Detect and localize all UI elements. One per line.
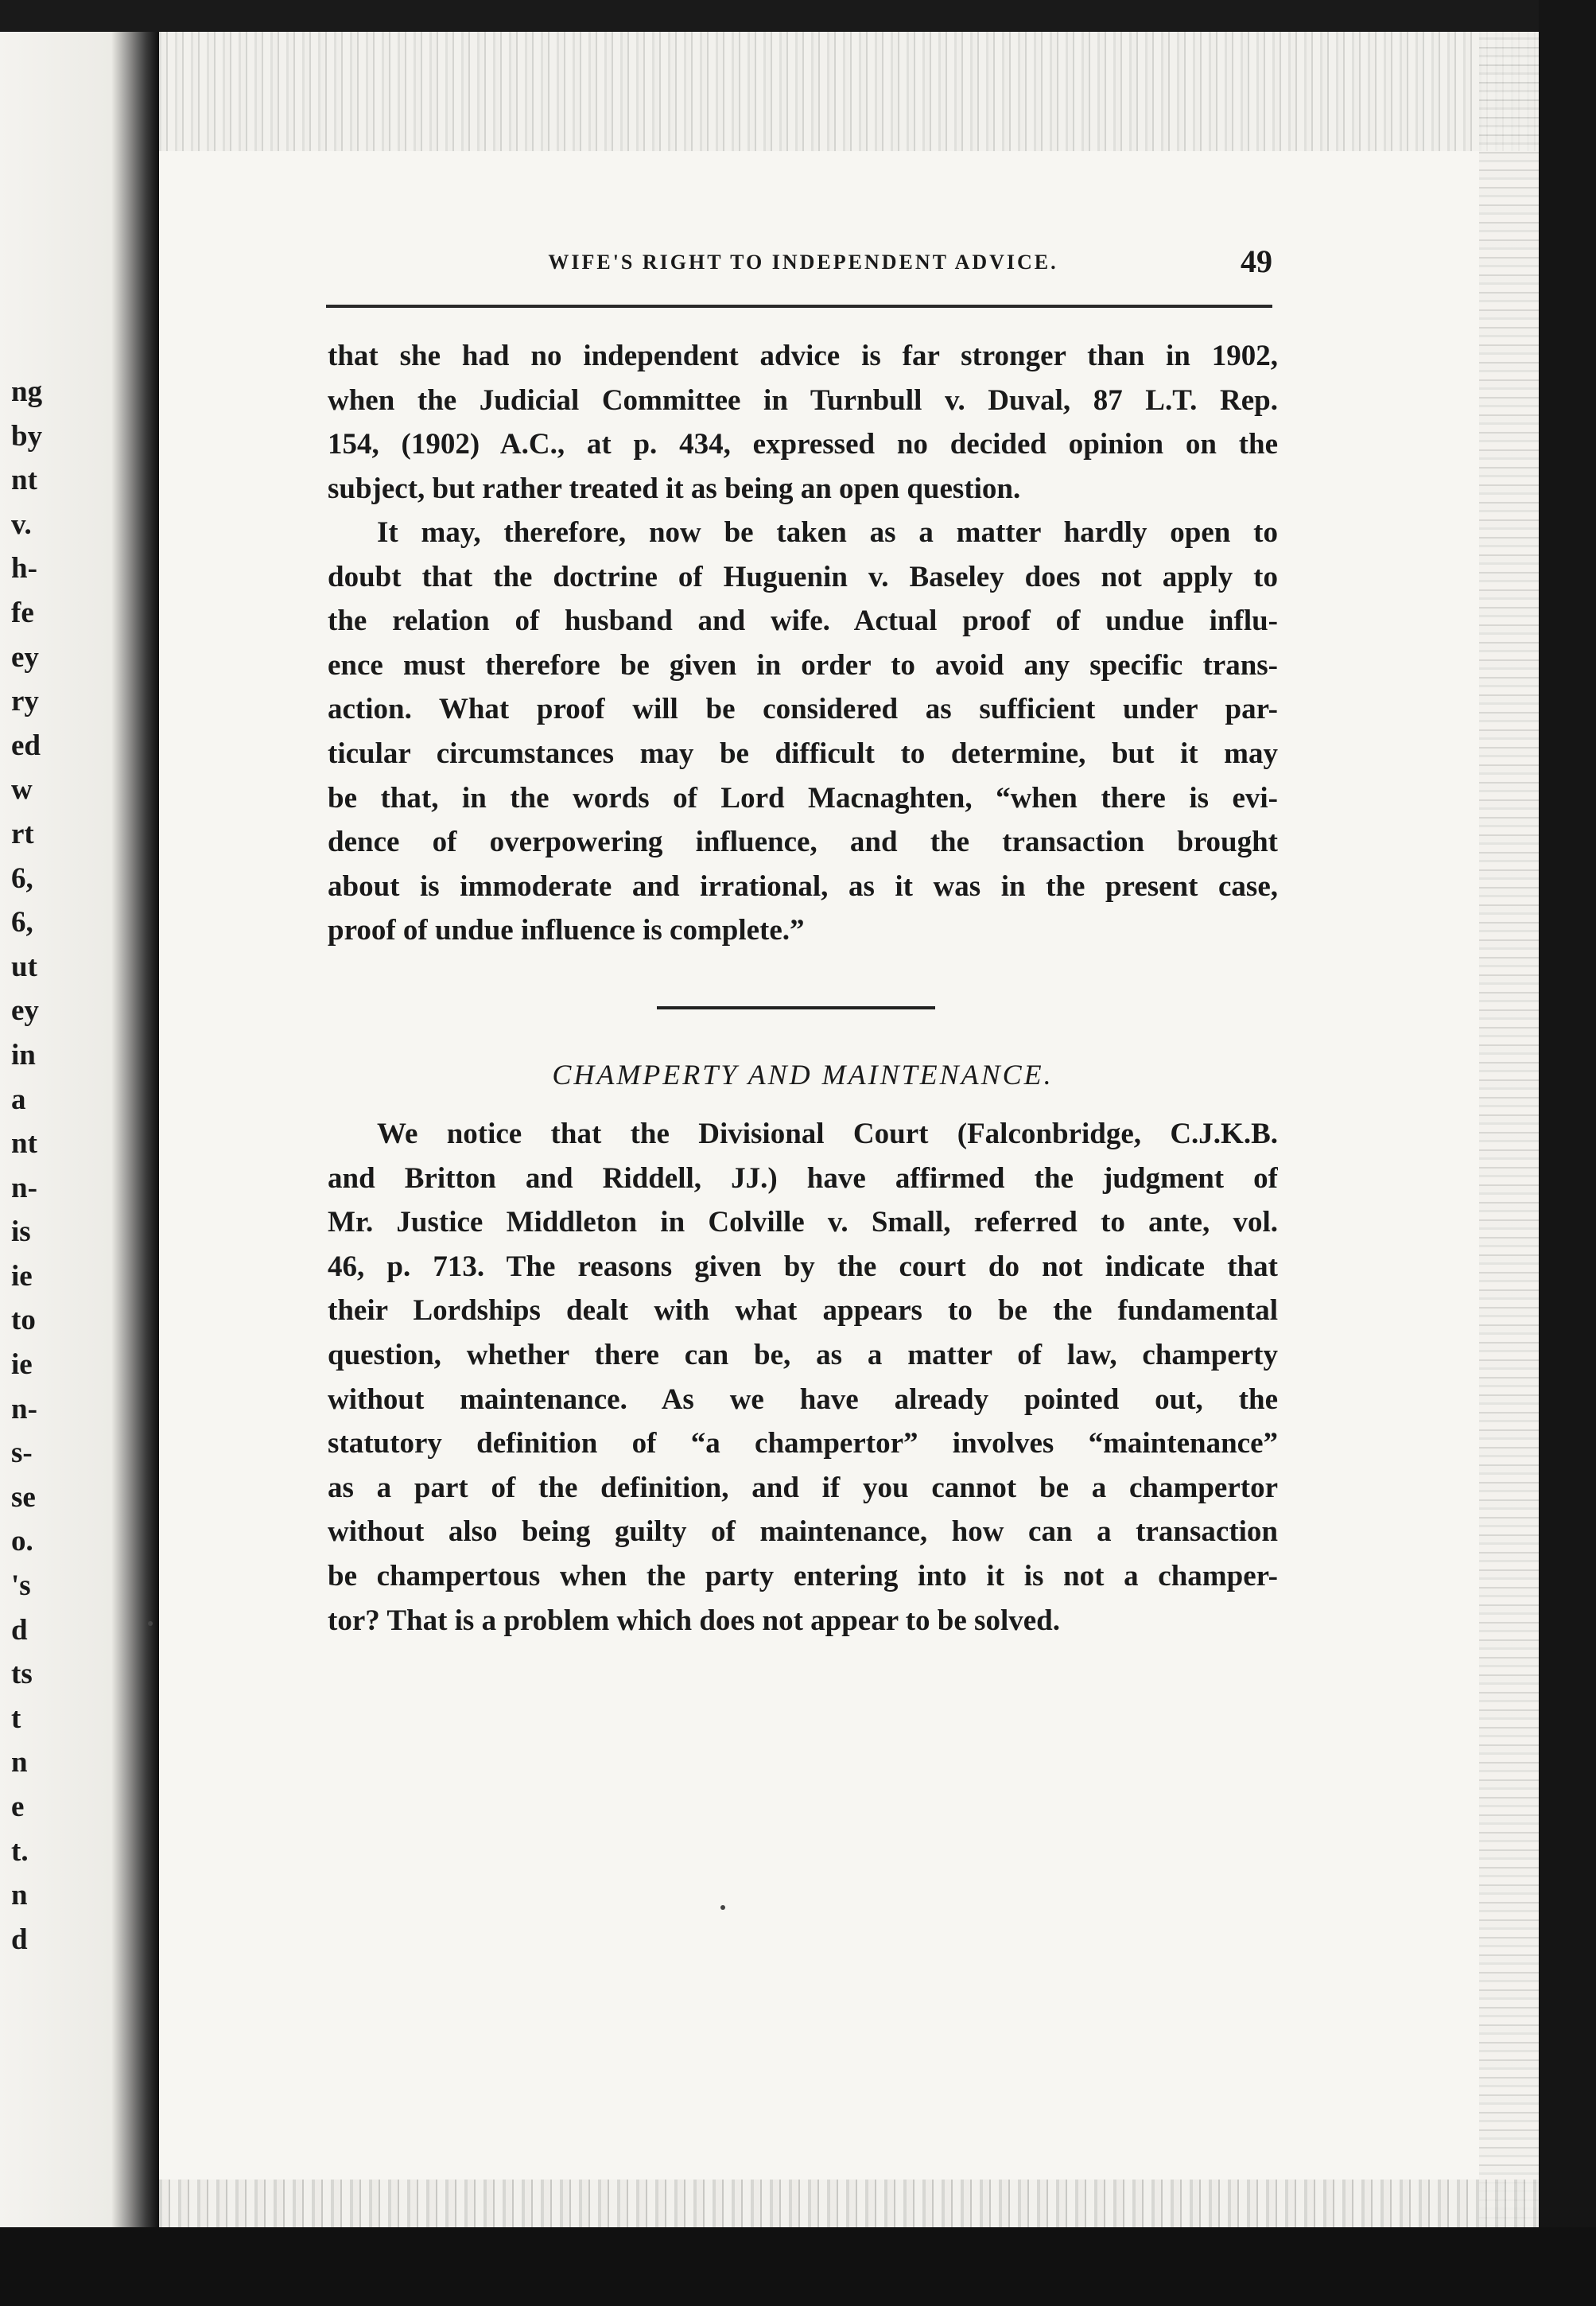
paragraph-line: doubt that the doctrine of Huguenin v. Baseley does not apply to [328, 560, 1278, 593]
margin-fragment: t. [11, 1834, 29, 1868]
margin-fragment: 6, [11, 861, 33, 895]
paragraph-line: their Lordships dealt with what appears to be the fundamental [328, 1294, 1278, 1328]
paragraph-line: subject, but rather treated it as being an open question. [328, 472, 1021, 505]
previous-page-edge [0, 32, 159, 2227]
paragraph-line: the relation of husband and wife. Actual proof of undue influ- [328, 605, 1278, 638]
scan-border-bottom [0, 2227, 1596, 2306]
scan-border-top [0, 0, 1596, 32]
margin-fragment: fe [11, 596, 34, 629]
margin-fragment: a [11, 1083, 26, 1116]
margin-fragment: ey [11, 640, 39, 674]
paragraph-line: It may, therefore, now be taken as a matter hardly open to [377, 516, 1278, 549]
paragraph-line: Mr. Justice Middleton in Colville v. Small, referred to ante, vol. [328, 1206, 1278, 1239]
margin-fragment: nt [11, 464, 37, 497]
header-rule [326, 305, 1272, 308]
margin-fragment: nt [11, 1127, 37, 1161]
scan-noise-right [1479, 32, 1539, 2227]
margin-fragment: n- [11, 1392, 37, 1425]
paragraph-2 [328, 511, 1278, 953]
paragraph-line: about is immoderate and irrational, as it was in the present case, [328, 869, 1278, 903]
scan-noise-top [159, 32, 1539, 151]
margin-fragment: d [11, 1923, 28, 1956]
margin-fragment: ut [11, 950, 37, 983]
margin-fragment: 6, [11, 906, 33, 939]
margin-fragment: e [11, 1791, 25, 1823]
margin-fragment: t [11, 1701, 21, 1735]
paragraph-line: 154, (1902) A.C., at p. 434, expressed no decided opinion on the [328, 428, 1278, 461]
paragraph-line: be champertous when the party entering into it is not a champer- [328, 1559, 1278, 1592]
margin-fragment: ie [11, 1259, 33, 1293]
paragraph-line: without also being guilty of maintenance, how can a transaction [328, 1515, 1278, 1549]
paragraph-line: dence of overpowering influence, and the transaction brought [328, 826, 1278, 859]
paragraph-line: when the Judicial Committee in Turnbull v. Duval, 87 L.T. Rep. [328, 383, 1278, 417]
scan-noise-bottom [159, 2180, 1539, 2227]
scan-border-right [1539, 0, 1596, 2306]
paragraph-line: statutory definition of “a champertor” involves “maintenance” [328, 1427, 1278, 1460]
margin-fragment: n [11, 1879, 28, 1912]
margin-fragment: o. [11, 1525, 33, 1558]
scan-speck [148, 1621, 153, 1626]
paragraph-line: ticular circumstances may be difficult to determine, but it may [328, 737, 1278, 770]
margin-fragment: ie [11, 1348, 33, 1382]
margin-fragment: to [11, 1304, 36, 1337]
running-title: WIFE'S RIGHT TO INDEPENDENT ADVICE. [548, 251, 1058, 274]
page-number: 49 [1241, 243, 1272, 279]
section-divider [657, 1006, 935, 1009]
paragraph-line: as a part of the definition, and if you cannot be a champertor [328, 1471, 1278, 1504]
margin-fragment: ed [11, 729, 41, 762]
margin-fragment: se [11, 1480, 36, 1514]
margin-fragment: h- [11, 552, 37, 585]
margin-fragment: 's [11, 1569, 31, 1603]
margin-fragment: ng [11, 375, 43, 408]
margin-fragment: ry [11, 685, 39, 718]
paragraph-line: action. What proof will be considered as sufficient under par- [328, 693, 1278, 726]
paragraph-line: without maintenance. As we have already pointed out, the [328, 1382, 1278, 1416]
paragraph-line: be that, in the words of Lord Macnaghten, “when there is evi- [328, 781, 1278, 815]
paragraph-1 [328, 334, 1278, 511]
margin-fragment: n- [11, 1171, 37, 1204]
paragraph-line: that she had no independent advice is far stronger than in 1902, [328, 340, 1278, 372]
margin-fragment: d [11, 1613, 28, 1647]
paragraph-3 [328, 1112, 1278, 1643]
paragraph-line: and Britton and Riddell, JJ.) have affirmed the judgment of [328, 1161, 1278, 1195]
margin-fragment: by [11, 419, 43, 453]
paragraph-line: We notice that the Divisional Court (Falconbridge, C.J.K.B. [377, 1118, 1278, 1150]
paragraph-line: question, whether there can be, as a matter of law, champerty [328, 1338, 1278, 1371]
margin-fragment: v. [11, 507, 32, 541]
section-title: CHAMPERTY AND MAINTENANCE. [552, 1059, 1054, 1091]
paragraph-line: ence must therefore be given in order to avoid any specific trans- [328, 648, 1278, 682]
margin-fragment: is [11, 1215, 31, 1249]
margin-fragment: ts [11, 1658, 33, 1691]
margin-fragment: n [11, 1746, 28, 1779]
margin-fragments [11, 370, 107, 1962]
margin-fragment: s- [11, 1437, 33, 1470]
paragraph-line: 46, p. 713. The reasons given by the court do not indicate that [328, 1250, 1278, 1283]
margin-fragment: in [11, 1038, 36, 1071]
margin-fragment: ey [11, 994, 39, 1028]
paragraph-line: tor? That is a problem which does not appear to be solved. [328, 1604, 1060, 1637]
margin-fragment: rt [11, 817, 34, 850]
paragraph-line: proof of undue influence is complete.” [328, 914, 805, 947]
margin-fragment: w [11, 773, 33, 807]
scan-speck [720, 1905, 725, 1910]
